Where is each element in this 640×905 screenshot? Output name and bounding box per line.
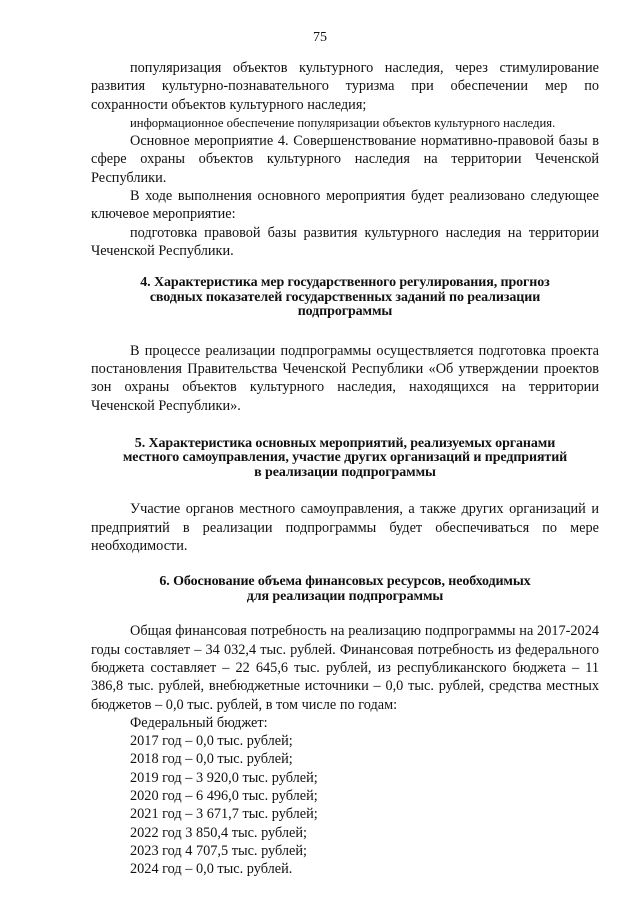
paragraph-main-activity-4: Основное мероприятие 4. Совершенствование нормативно-правовой базы в сфере охраны объектов культурного наследия на территории Чеченской Республики. <box>91 133 599 186</box>
year-line-2022: 2022 год 3 850,4 тыс. рублей; <box>130 824 308 841</box>
section-4-heading <box>91 276 599 320</box>
paragraph-key-activity-intro: В ходе выполнения основного мероприятия будет реализовано следующее ключевое мероприятие: <box>91 188 599 223</box>
document-body <box>91 59 599 879</box>
heading-line: подпрограммы <box>297 304 393 320</box>
year-line-2019: 2019 год – 3 920,0 тыс. рублей; <box>130 769 318 786</box>
section-5-paragraph: Участие органов местного самоуправления, а также других организаций и предприятий в реализации подпрограммы будет обеспечиваться по мере необходимости. <box>91 501 599 555</box>
section-4-paragraph: В процессе реализации подпрограммы осуществляется подготовка проекта постановления Правительства Чеченской Республики «Об утверждении проектов зон охраны объектов культурного наследия, находящихся на территории Чеченской Республики». <box>91 342 599 414</box>
section-6-heading <box>91 575 599 604</box>
paragraph-legal-base: подготовка правовой базы развития культурного наследия на территории Чеченской Республики. <box>91 224 599 259</box>
heading-line: местного самоуправления, участие других организаций и предприятий <box>122 450 568 466</box>
year-line-2017: 2017 год – 0,0 тыс. рублей; <box>130 733 293 750</box>
heading-line: для реализации подпрограммы <box>246 588 444 604</box>
heading-line: в реализации подпрограммы <box>254 464 436 480</box>
page-number: 75 <box>313 30 327 45</box>
federal-budget-label: Федеральный бюджет: <box>130 714 268 731</box>
federal-budget-list <box>91 714 599 879</box>
paragraph-popularization: популяризация объектов культурного наследия, через стимулирование развития культурно-познавательного туризма при обеспечении мер по сохранности объектов культурного наследия; <box>91 60 599 113</box>
heading-line: 5. Характеристика основных мероприятий, реализуемых органами <box>134 435 556 451</box>
year-line-2023: 2023 год 4 707,5 тыс. рублей; <box>130 842 308 859</box>
heading-line: сводных показателей государственных заданий по реализации <box>149 289 541 305</box>
year-line-2018: 2018 год – 0,0 тыс. рублей; <box>130 751 293 768</box>
heading-line: 6. Обоснование объема финансовых ресурсов, необходимых <box>159 574 531 590</box>
paragraph-information-support: информационное обеспечение популяризации объектов культурного наследия. <box>130 115 556 130</box>
year-line-2024: 2024 год – 0,0 тыс. рублей. <box>130 861 293 878</box>
section-5-heading <box>91 437 599 481</box>
year-line-2020: 2020 год – 6 496,0 тыс. рублей; <box>130 788 318 805</box>
year-line-2021: 2021 год – 3 671,7 тыс. рублей; <box>130 806 318 823</box>
section-6-paragraph: Общая финансовая потребность на реализацию подпрограммы на 2017-2024 годы составляет – 34 032,4 тыс. рублей. Финансовая потребность из федерального бюджета составляет – 22 645,6 тыс. рублей, из республиканского бюджета – 11 386,8 тыс. рублей, внебюджетные источники – 0,0 тыс. рублей, средства местных бюджетов – 0,0 тыс. рублей, в том числе по годам: <box>91 623 599 713</box>
heading-line: 4. Характеристика мер государственного регулирования, прогноз <box>140 275 550 291</box>
